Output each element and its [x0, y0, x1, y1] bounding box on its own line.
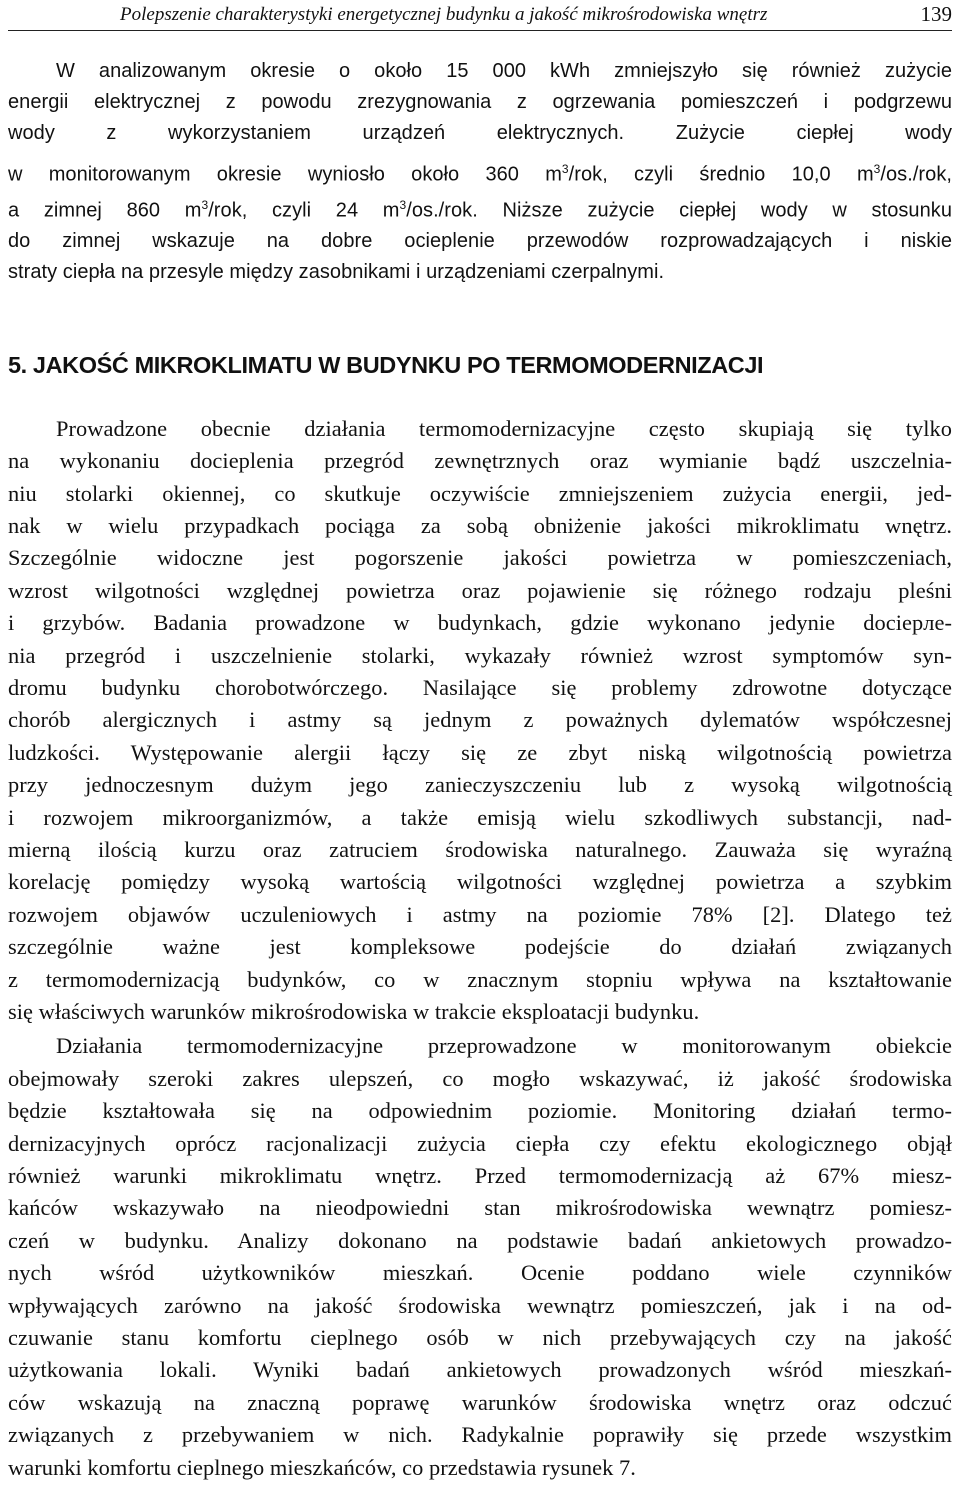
text-line: warunki komfortu cieplnego mieszkańców, co przedstawia rysunek 7. — [8, 1455, 636, 1480]
text-line: mierną ilością kurzu oraz zatruciem środowiska naturalnego. Zauważa się wyraźną — [8, 837, 952, 862]
text-line: również warunki mikroklimatu wnętrz. Przed termomodernizacją aż 67% miesz- — [8, 1163, 952, 1188]
text-line: dromu budynku chorobotwórczego. Nasilające się problemy zdrowotne dotyczące — [8, 675, 952, 700]
intro-line — [8, 154, 952, 191]
intro-line: W analizowanym okresie o około 15 000 kWh zmniejszyło się również zużycie — [56, 60, 952, 82]
intro-line — [8, 190, 952, 227]
intro-text: a zimnej 860 m — [8, 199, 202, 222]
intro-line: energii elektrycznej z powodu zrezygnowania z ogrzewania pomieszczeń i podgrzewu — [8, 91, 952, 113]
text-line: korelację pomiędzy wysoką wartością wilgotności względnej powietrza a szybkim — [8, 869, 952, 894]
text-line: rozwojem objawów uczuleniowych i astmy na poziomie 78% [2]. Dlatego też — [8, 902, 952, 927]
intro-text: /os./rok. Niższe zużycie ciepłej wody w stosunku — [406, 199, 952, 222]
text-line: Szczególnie widoczne jest pogorszenie jakości powietrza w pomieszczeniach, — [8, 545, 952, 570]
text-line: Działania termomodernizacyjne przeprowadzone w monitorowanym obiekcie — [56, 1033, 952, 1058]
text-line: Prowadzone obecnie działania termomodernizacyjne często skupiają się tylko — [56, 416, 952, 441]
intro-text: w monitorowanym okresie wyniosło około 360 m — [8, 163, 562, 186]
text-line: szczególnie ważne jest kompleksowe podejście do działań związanych — [8, 934, 952, 959]
text-line: nia przegród i uszczelnienie stolarki, wykazały również wzrost symptomów syn- — [8, 643, 952, 668]
text-line: obejmowały szeroki zakres ulepszeń, co mogło wskazywać, iż jakość środowiska — [8, 1066, 952, 1091]
text-line: wzrost wilgotności względnej powietrza oraz pojawienie się różnego rodzaju pleśni — [8, 578, 952, 603]
text-line: dernizacyjnych oprócz racjonalizacji zużycia ciepła czy efektu ekologicznego objął — [8, 1131, 952, 1156]
superscript: 3 — [873, 162, 881, 176]
text-line: nych wśród użytkowników mieszkań. Ocenie poddano wiele czynników — [8, 1260, 952, 1285]
text-line: z termomodernizacją budynków, co w znacznym stopniu wpływa na kształtowanie — [8, 967, 952, 992]
text-line: użytkowania lokali. Wyniki badań ankietowych prowadzonych wśród mieszkań- — [8, 1357, 952, 1382]
text-line: przy jednoczesnym dużym jego zanieczyszczeniu lub z wysoką wilgotnością — [8, 772, 952, 797]
text-line: kańców wskazywało na nieodpowiedni stan mikrośrodowiska wewnątrz pomiesz- — [8, 1195, 952, 1220]
intro-line: do zimnej wskazuje na dobre ocieplenie przewodów rozprowadzających i niskie — [8, 230, 952, 252]
text-line: czeń w budynku. Analizy dokonano na podstawie badań ankietowych prowadzo- — [8, 1228, 952, 1253]
section-heading: 5. JAKOŚĆ MIKROKLIMATU W BUDYNKU PO TERMOMODERNIZACJI — [8, 352, 764, 378]
text-line: nak w wielu przypadkach pociąga za sobą obniżenie jakości mikroklimatu wnętrz. — [8, 513, 952, 538]
superscript: 3 — [561, 162, 569, 176]
intro-line: straty ciepła na przesyle między zasobnikami i urządzeniami czerpalnymi. — [8, 261, 665, 283]
running-header — [8, 2, 952, 31]
intro-text: /rok, czyli 24 m — [208, 199, 400, 222]
text-line: będzie kształtowała się na odpowiednim poziomie. Monitoring działań termo- — [8, 1098, 952, 1123]
text-line: się właściwych warunków mikrośrodowiska w trakcie eksploatacji budynku. — [8, 999, 700, 1024]
text-line: wpływających zarówno na jakość środowiska wewnątrz pomieszczeń, jak i na od- — [8, 1293, 952, 1318]
text-line: chorób alergicznych i astmy są jednym z poważnych dylematów współczesnej — [8, 707, 952, 732]
page-number: 139 — [920, 2, 952, 26]
text-line: ludzkości. Występowanie alergii łączy się ze zbyt niską wilgotnością powietrza — [8, 740, 952, 765]
text-line: i grzybów. Badania prowadzone w budynkach, gdzie wykonano jedynie dociepле- — [8, 610, 952, 635]
intro-text: /os./rok, — [880, 163, 952, 186]
superscript: 3 — [399, 198, 407, 212]
text-line: i rozwojem mikroorganizmów, a także emisją wielu szkodliwych substancji, nad- — [8, 805, 952, 830]
text-line: niu stolarki okiennej, co skutkuje oczywiście zmniejszeniem zużycia energii, jed- — [8, 481, 952, 506]
intro-line: wody z wykorzystaniem urządzeń elektrycznych. Zużycie ciepłej wody — [8, 122, 952, 144]
text-line: na wykonaniu docieplenia przegród zewnętrznych oraz wymianie bądź uszczelnia- — [8, 448, 952, 473]
text-line: czuwanie stanu komfortu cieplnego osób w nich przebywających czy na jakość — [8, 1325, 952, 1350]
superscript: 3 — [201, 198, 209, 212]
text-line: ców wskazują na znaczną poprawę warunków środowiska wnętrz oraz odczuć — [8, 1390, 952, 1415]
running-title: Polepszenie charakterystyki energetycznej budynku a jakość mikrośrodowiska wnętrz — [120, 4, 768, 25]
text-line: związanych z przebywaniem w nich. Radykalnie poprawiły się przede wszystkim — [8, 1422, 952, 1447]
intro-text: /rok, czyli średnio 10,0 m — [568, 163, 874, 186]
